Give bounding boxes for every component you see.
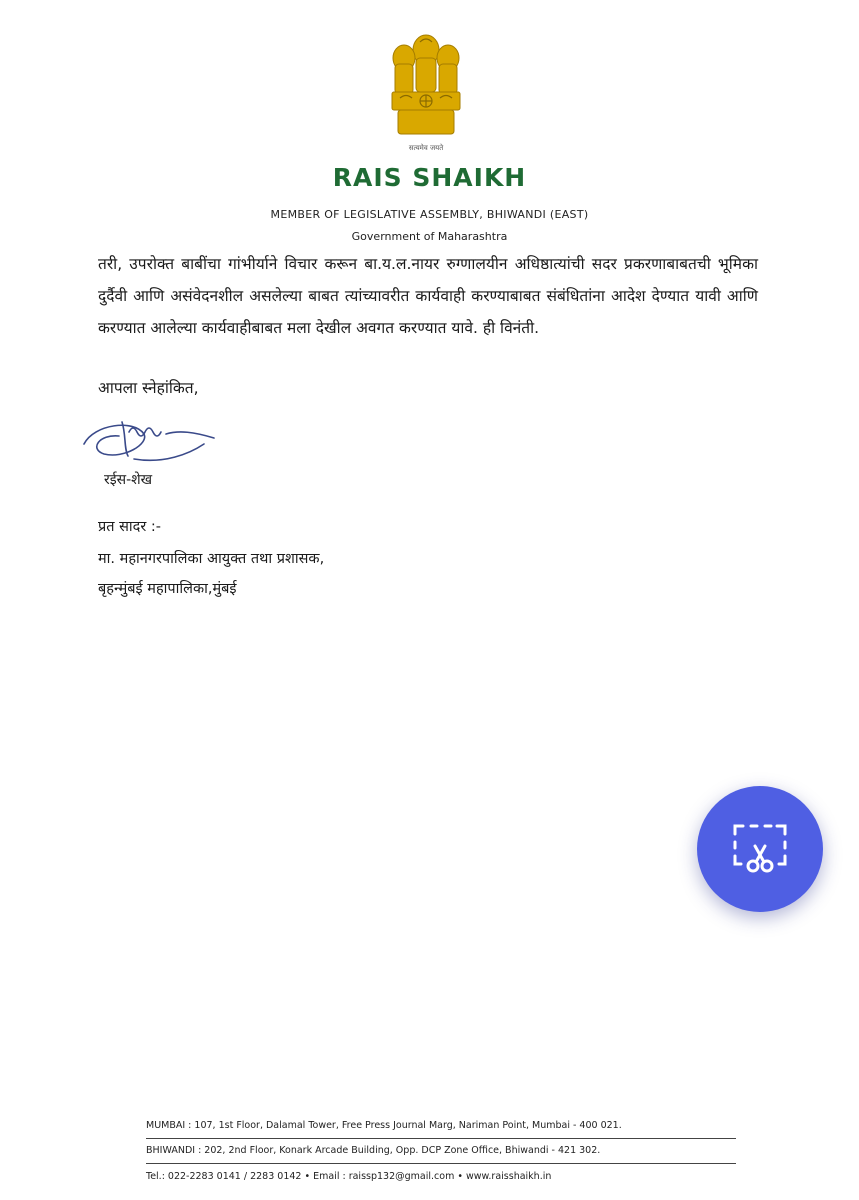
footer-contact: Tel.: 022-2283 0141 / 2283 0142 • Email : raissp132@gmail.com • www.raisshaikh.in bbox=[146, 1171, 552, 1182]
footer-mumbai-address: MUMBAI : 107, 1st Floor, Dalamal Tower, Free Press Journal Marg, Nariman Point, Mumbai - 400 021. bbox=[146, 1120, 622, 1131]
screenshot-crop-button[interactable] bbox=[697, 786, 823, 912]
letter-body-paragraph: तरी, उपरोक्त बाबींचा गांभीर्याने विचार करून बा.य.ल.नायर रुग्णालयीन अधिष्ठात्यांची सदर प्रकरणाबाबतची भूमिका दुर्दैवी आणि असंवेदनशील असलेल्या बाबत त्यांच्यावरीत कार्यवाही करण्याबाबत संबंधितांना आदेश देण्यात यावी आणि करण्यात आलेल्या कार्यवाहीबाबत मला देखील अवगत करण्यात यावे. ही विनंती. bbox=[98, 255, 758, 337]
footer-bhiwandi-address: BHIWANDI : 202, 2nd Floor, Konark Arcade Building, Opp. DCP Zone Office, Bhiwandi - 421 302. bbox=[146, 1145, 601, 1156]
screenshot-crop-scissors-icon bbox=[729, 818, 791, 880]
signer-name: रईस-शेख bbox=[104, 472, 153, 488]
closing-salutation: आपला स्नेहांकित, bbox=[98, 379, 199, 397]
letterhead-government: Government of Maharashtra bbox=[351, 230, 508, 243]
copy-to-recipient: मा. महानगरपालिका आयुक्त तथा प्रशासक, bbox=[98, 551, 325, 567]
copy-to-label: प्रत सादर :- bbox=[98, 519, 162, 535]
handwritten-signature bbox=[74, 404, 234, 474]
copy-to-organization: बृहन्मुंबई महापालिका,मुंबई bbox=[98, 581, 237, 597]
footer-divider bbox=[146, 1138, 736, 1139]
letterhead-name: RAIS SHAIKH bbox=[332, 163, 527, 192]
footer-divider bbox=[146, 1163, 736, 1164]
national-emblem-icon bbox=[384, 28, 468, 158]
letterhead-designation: MEMBER OF LEGISLATIVE ASSEMBLY, BHIWANDI (EAST) bbox=[270, 208, 589, 221]
emblem-motto: सत्यमेव जयते bbox=[408, 144, 444, 152]
